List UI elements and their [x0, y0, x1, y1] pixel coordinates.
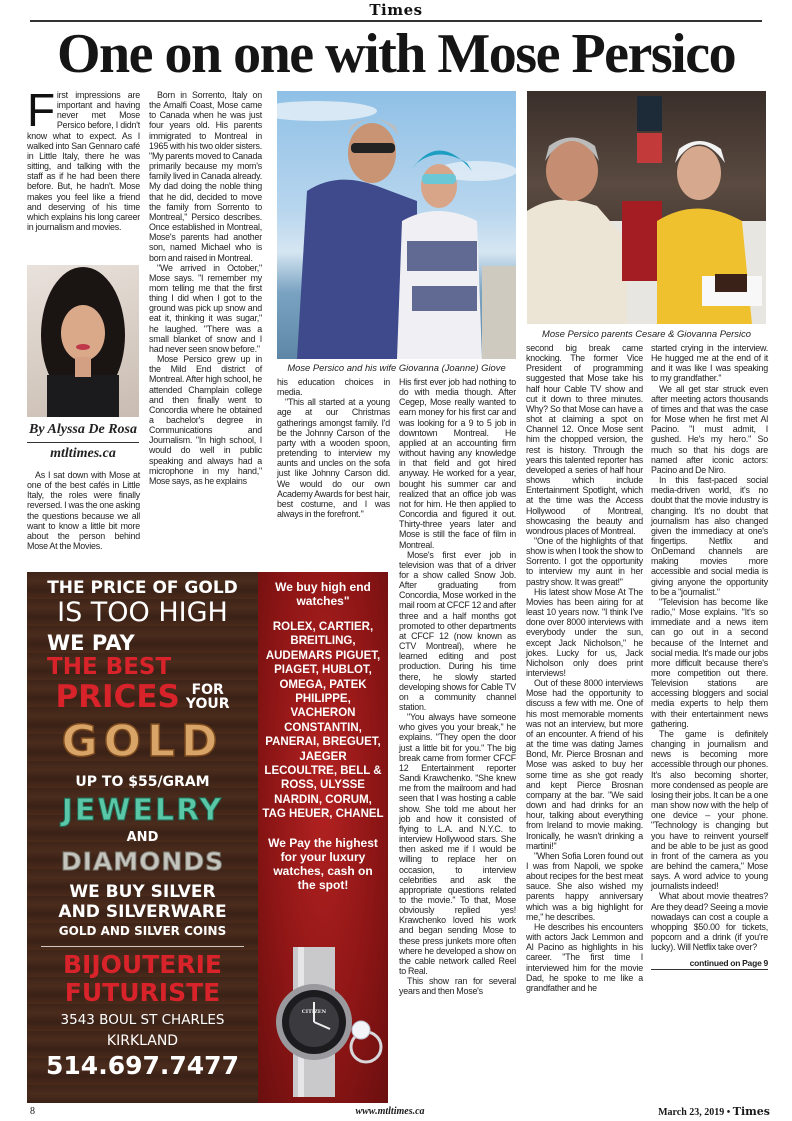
article-column-3	[277, 377, 390, 519]
article-paragraph: He describes his encounters with actors Jack Lemmon and Al Pacino as highlights in his career. "The first time I interviewed him for the movie Dad, he spoke to me like a grandfather and he	[526, 921, 643, 993]
article-paragraph: "You always have someone who gives you your break," he explains. "They open the door just a little bit for you." The big break came from former CFCF 12 Entertainment reporter Sandi Krawchenko. "She knew me from the mailroom and had seen that I was hosting a cable show. She told me about her job and how it consisted of flying to L.A. and N.Y.C. to interview Hollywood stars. She then asked me if I would be willing to replace her on occasion, to interview celebrities and ask the appropriate questions related to the movie." To that, Mose obviously replied yes! Krawchenko loved his work and began sending Mose to these press junkets more often where he developed a show on the cable network called Reel to Real.	[399, 712, 516, 977]
times-logo: Times	[369, 1, 423, 19]
author-portrait-photo	[27, 265, 139, 417]
prices-row	[27, 680, 258, 714]
parents-illustration	[527, 91, 766, 324]
footer-website[interactable]: www.mtltimes.ca	[355, 1106, 425, 1117]
portrait-illustration	[27, 265, 139, 417]
sunglasses-shape	[351, 143, 395, 153]
article-column-2	[149, 90, 262, 486]
issue-date: March 23, 2019 •	[658, 1107, 731, 1118]
gold-buyer-advertisement[interactable]	[27, 572, 258, 1103]
article-paragraph: "When Sofia Loren found out I was from Napoli, we spoke about recipes for the best meat sauce. She also wished my parents happy anniversary which was a big highlight for me," he describes.	[526, 850, 643, 922]
byline-rule	[27, 442, 139, 443]
article-paragraph: Out of these 8000 interviews Mose had the opportunity to discuss a few with me. One of his most memorable moments was not an interview, but more of an encounter. A friend of his at the time was dating James Bond, Mr. Pierce Brosnan and Mose was asked to buy her some time as she got ready and kept Pierce Brosnan company at the bar. "We said down and had drinks for an hour, talking about everything from Ireland to movie making. Ironically, he wasn't drinking a martini!"	[526, 678, 643, 851]
page-number: 8	[30, 1106, 35, 1117]
jersey-frame-shape	[637, 96, 662, 131]
rocks-shape	[482, 266, 516, 359]
watch-ad-tagline: We Pay the highest for your luxury watches, cash on the spot!	[268, 835, 378, 892]
watch-brand-mark: CITIZEN	[301, 1009, 327, 1015]
article-paragraph: started crying in the interview. He hugged me at the end of it and it was like I was speaking to my grandfather."	[651, 343, 768, 384]
ad-line: WE PAY	[47, 631, 135, 655]
ring-diamond-shape	[352, 1021, 370, 1039]
for-your-stack	[186, 683, 230, 711]
article-paragraph: As I sat down with Mose at one of the best cafés in Little Italy, the roles were finally reversed. I was the one asking the questions because we all want to know a little bit more about the person behind Mose At the Movies.	[27, 470, 140, 552]
footer-date	[620, 1106, 770, 1119]
ad-line-gold: GOLD	[61, 716, 224, 767]
cake-shape	[715, 274, 747, 292]
store-phone[interactable]: 514.697.7477	[46, 1051, 239, 1080]
ad-line: THE BEST	[47, 654, 172, 680]
store-address: 3543 BOUL ST CHARLES	[60, 1012, 225, 1028]
ad-line-diamonds: DIAMONDS	[60, 847, 225, 876]
store-city: KIRKLAND	[106, 1033, 179, 1049]
watch-brand-list: ROLEX, CARTIER, BREITLING, AUDEMARS PIGUET, PIAGET, HUBLOT, OMEGA, PATEK PHILIPPE, VACHERON CONSTANTIN, PANERAI, BREGUET, JAEGER LECOULTRE, BELL & ROSS, ULYSSE NARDIN, CORUM, TAG HEUER, CHANEL	[262, 621, 384, 821]
clothing-shape	[47, 375, 119, 417]
ad-line: PRICES	[55, 679, 180, 715]
article-paragraph: Mose Persico grew up in the Mild End district of Montreal. After high school, he attended Champlain college and then finally went to Concordia where he obtained a bachelor's degree in Communications and Journalism. "In high school, I would do well in public speaking and always had a microphone in my hand," Mose says, as he explains	[149, 354, 262, 486]
couple-photo	[277, 91, 516, 359]
ad-line: FOR	[191, 682, 224, 698]
continued-on-link[interactable]: continued on Page 9	[651, 958, 768, 970]
store-name: BIJOUTERIE	[63, 950, 222, 979]
byline-author: By Alyssa De Rosa	[29, 422, 137, 437]
article-paragraph: What about movie theatres? Are they dead? Seeing a movie nowadays can cost a couple a whopping $50.00 for tickets, popcorn and a drink (if you're lucky). Will Netflix take over?	[651, 891, 768, 953]
article-paragraph: Born in Sorrento, Italy on the Amalfi Coast, Mose came to Canada when he was just four years old. His parents immigrated to Montreal in 1965 with his two older sisters. "My parents moved to Canada primarily because my mom's family lived in Canada already. My dad doing the noble thing that he did, decided to move the family from Sorrento to Montreal," Persico describes. Once established in Montreal, Mose's parents had another son, named Michael who is born and raised in Montreal.	[149, 90, 262, 263]
article-paragraph: "We arrived in October," Mose says. "I remember my mom telling me that the first thing I did when I got to the ground was pick up snow and eat it, thinking it was sugar," he laughed. "There was a small blanket of snow and I had never seen snow before."	[149, 262, 262, 354]
couple-photo-caption: Mose Persico and his wife Giovanna (Joanne) Giove	[287, 362, 506, 373]
mother-face-shape	[677, 146, 721, 200]
face-shape	[61, 305, 105, 361]
ad-line-jewelry: JEWELRY	[61, 793, 224, 828]
ad-line: THE PRICE OF GOLD	[47, 578, 238, 598]
neck-shape	[75, 357, 91, 377]
article-column-1	[27, 90, 140, 262]
masthead	[0, 0, 792, 22]
article-paragraph: His first ever job had nothing to do with media though. After Cegep, Mose really wanted to earn money for his first car and was looking for a 9 to 5 job in downtown Montreal. He applied at an accounting firm without having any knowledge in that field and got hired anyway. He worked for a year, bought his summer car and realized that an office job was not for him. He then applied to Concordia and figured it out. Thirty-three years later and Mose is still the face of film in Montreal.	[399, 377, 516, 550]
article-paragraph: This show ran for several years and then Mose's	[399, 976, 516, 997]
ad-line: WE BUY SILVER	[69, 882, 216, 902]
article-paragraph: second big break came knocking. The former Vice President of programming suggested that Mose take his half hour Cable TV show and cut it down to three minutes. Why? So that Mose can have a shot at claiming a spot on Channel 12. Once Mose sent him the chopped version, the rest is history. Through the years this talented reporter has developed a series of half hour shows which include Entertainment Spotlight, which at the time was the Access Hollywood of Montreal, showcasing the beauty and wondrous places of Montreal.	[526, 343, 643, 536]
article-paragraph: "One of the highlights of that show is when I took the show to Sorrento. I got the opportunity to interview my aunt in her pastry show. It was great!"	[526, 535, 644, 587]
article-paragraph: The game is definitely changing in journalism and news is becoming more accessible through our phones. It's also becoming shorter, more condensed as people are losing their jobs. It can be a one man show now with the help of one device – your phone. "Technology is changing but you have to reinvent yourself and be able to be just as good in front of the camera as you are behind the camera," Mose says. A word advice to young journalists indeed!	[651, 728, 768, 892]
ad-line: GOLD AND SILVER COINS	[58, 924, 227, 938]
parents-photo	[527, 91, 766, 324]
drop-cap: F	[27, 90, 55, 136]
woman-dress-shape	[397, 211, 482, 359]
watch-buyer-advertisement[interactable]	[258, 572, 388, 1103]
watch-and-ring-illustration	[258, 947, 388, 1097]
article-paragraph: his education choices in media.	[277, 377, 390, 398]
article-column-5	[526, 343, 643, 993]
ad-line: UP TO $55/GRAM	[75, 774, 210, 790]
article-paragraph: "This all started at a young age at our Christmas gatherings amongst family. I'd be the Johnny Carson of the party with a wooden spoon, pretending to interview my aunts and uncles on the sofa just like Johnny Carson did. We would do our own Academy Awards for best hair, best costume, and I was always in the forefront."	[277, 397, 390, 520]
father-shirt-shape	[527, 200, 627, 324]
watch-ad-heading: We buy high end watches"	[275, 580, 371, 608]
red-jacket-shape	[622, 201, 662, 281]
woman-sunglasses-shape	[422, 174, 456, 184]
byline-site[interactable]: mtltimes.ca	[50, 446, 116, 461]
jersey-frame-shape	[637, 133, 662, 163]
article-paragraph: irst impressions are important and having never met Mose Persico before, I didn't know what to expect. As I walked into San Gennaro café in Little Italy, there he was sitting, and talking with the staff as if he had been there before. But, he hadn't. Mose makes you feel like a friend and deserving of his time which explains his long career in journalism and movies.	[27, 90, 140, 233]
store-name: FUTURISTE	[64, 978, 221, 1007]
woman-face-shape	[421, 164, 457, 208]
article-column-6	[651, 343, 768, 970]
ad-line: AND SILVERWARE	[58, 902, 227, 922]
headline: One on one with Mose Persico	[56, 23, 736, 85]
couple-illustration	[277, 91, 516, 359]
parents-photo-caption: Mose Persico parents Cesare & Giovanna Persico	[542, 328, 751, 339]
article-paragraph: In this fast-paced social media-driven world, it's no doubt that the movie industry is changing. It's no doubt that journalism has also changed given the immediacy at one's fingertips. Netflix and OnDemand channels are making movies more accessible and social media is giving anyone the opportunity to be a "journalist."	[651, 475, 768, 597]
masthead-rule	[30, 20, 762, 22]
ad-line: IS TOO HIGH	[57, 597, 228, 628]
mother-sweater-shape	[657, 209, 752, 325]
article-paragraph: "Television has become like radio," Mose explains. "It's so immediate and a news item can go out in a second because of the Internet and social media. It's made our jobs more difficult because there's more competition out there. Television stations are accessing bloggers and social media experts to help them with their entertainment news gathering.	[651, 596, 768, 729]
article-paragraph: Mose's first ever job in television was that of a driver for a show called Snow Job. After graduating from Concordia, Mose worked in the mail room at CFCF 12 and after three and a half months got promoted to other departments at CFCF 12 (now known as CTV Montreal), where he learned editing and post production. During his time there, he slowly started developing shows for Cable TV on a community channel station.	[399, 549, 516, 712]
ad-line: AND	[126, 830, 159, 845]
article-column-1-bottom	[27, 470, 140, 551]
article-paragraph: We all get star struck even after meeting actors thousands of times and that was the case for Mose when he first met Al Pacino. "I must admit, I gushed. He's my hero." So much so that his dogs are named after iconic actors: Pacino and De Niro.	[651, 383, 768, 475]
lips-shape	[76, 344, 90, 350]
ad-divider	[41, 946, 244, 947]
footer-times-logo: Times	[732, 1105, 770, 1118]
article-column-4	[399, 377, 516, 997]
cloud-shape	[277, 101, 377, 121]
article-paragraph: His latest show Mose At The Movies has been airing for at least 10 years now. "I think I've done over 8000 interviews with everybody under the sun, except Jack Nicholson," he jokes. Lucky for us, Jack Nicholson only does print interviews!	[526, 586, 643, 678]
ad-line: YOUR	[185, 696, 230, 712]
